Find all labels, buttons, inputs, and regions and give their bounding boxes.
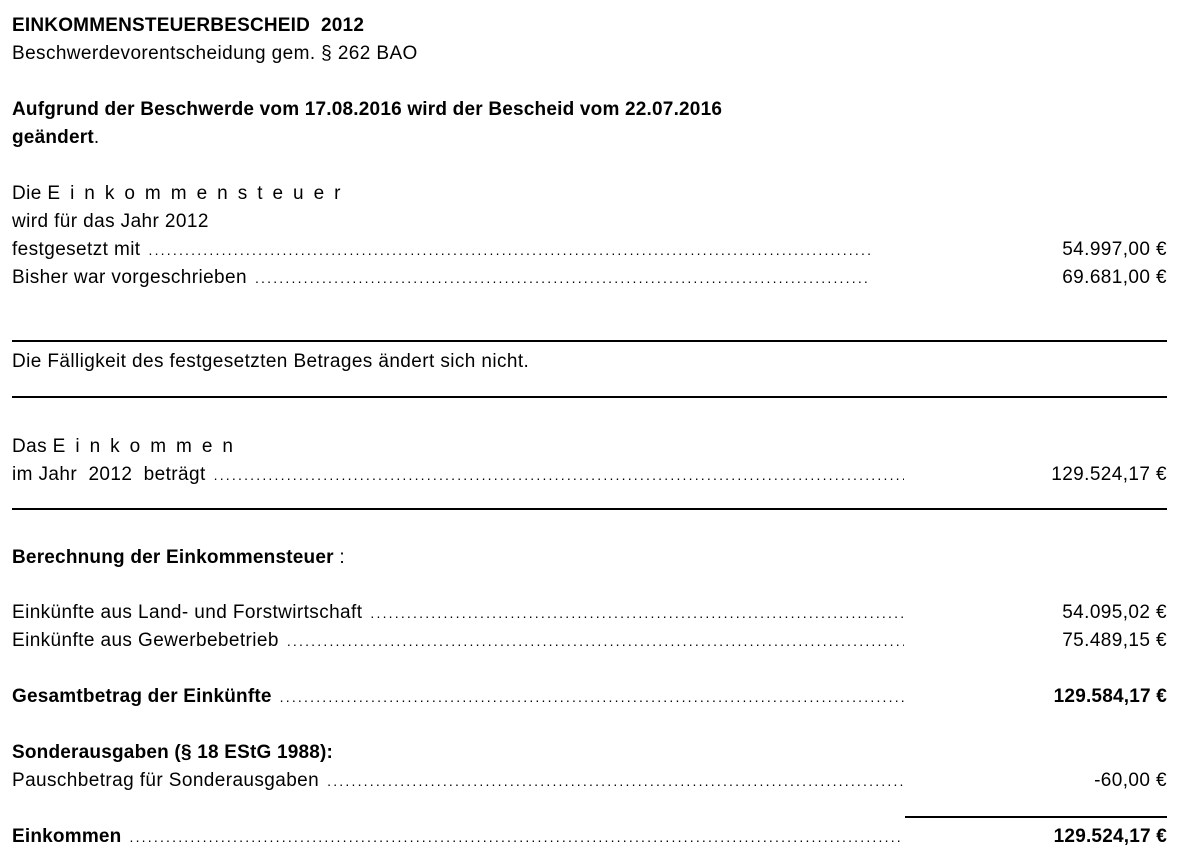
sum-rule [905,816,1167,818]
income-source-value: 75.489,15 € [1062,630,1167,651]
total-income-row [12,685,904,709]
special-expenses-label: Pauschbetrag für Sonderausgaben [12,770,320,791]
tax-heading [12,182,351,206]
special-expenses-heading: Sonderausgaben (§ 18 EStG 1988): [12,742,334,763]
calculation-heading-text: Berechnung der Einkommensteuer [12,547,334,568]
income-source-label: Einkünfte aus Gewerbebetrieb [12,630,279,651]
income-label: im Jahr 2012 beträgt [12,464,206,485]
final-income-value: 129.524,17 € [1053,826,1167,847]
final-income-row [12,825,904,849]
tax-heading-text: Die Einkommensteuer [12,183,351,204]
assessed-row [12,238,870,262]
income-heading-text: Das Einkommen [12,436,243,457]
leader-dots [280,685,904,709]
special-expenses-value: -60,00 € [1094,770,1167,791]
income-value: 129.524,17 € [1051,464,1167,485]
calculation-heading-colon: : [333,547,346,568]
previous-row [12,266,870,290]
previous-label: Bisher war vorgeschrieben [12,267,247,288]
calculation-heading [12,546,345,570]
leader-dots [370,601,904,625]
tax-year-line: wird für das Jahr 2012 [12,211,209,232]
decision-line-1: Aufgrund der Beschwerde vom 17.08.2016 wird der Bescheid vom 22.07.2016 [12,99,723,120]
leader-dots [327,769,904,793]
divider [12,340,1167,342]
document-subtitle: Beschwerdevorentscheidung gem. § 262 BAO [12,43,418,64]
assessed-label: festgesetzt mit [12,239,141,260]
income-source-row [12,601,904,625]
previous-value: 69.681,00 € [1062,267,1167,288]
final-income-label: Einkommen [12,826,122,847]
special-expenses-row [12,769,904,793]
leader-dots [149,238,871,262]
leader-dots [214,463,904,487]
divider [12,508,1167,510]
income-source-row [12,629,904,653]
leader-dots [255,266,870,290]
total-income-value: 129.584,17 € [1053,686,1167,707]
leader-dots [130,825,905,849]
assessed-value: 54.997,00 € [1062,239,1167,260]
decision-line-2 [12,126,100,150]
leader-dots [287,629,904,653]
income-row [12,463,904,487]
income-source-label: Einkünfte aus Land- und Forstwirtschaft [12,602,363,623]
due-note: Die Fälligkeit des festgesetzten Betrages ändert sich nicht. [12,351,530,372]
document-title: EINKOMMENSTEUERBESCHEID 2012 [12,15,365,36]
divider [12,396,1167,398]
income-heading [12,435,243,459]
income-source-value: 54.095,02 € [1062,602,1167,623]
decision-period: . [93,127,100,148]
total-income-label: Gesamtbetrag der Einkünfte [12,686,272,707]
decision-changed-word: geändert [12,127,94,148]
